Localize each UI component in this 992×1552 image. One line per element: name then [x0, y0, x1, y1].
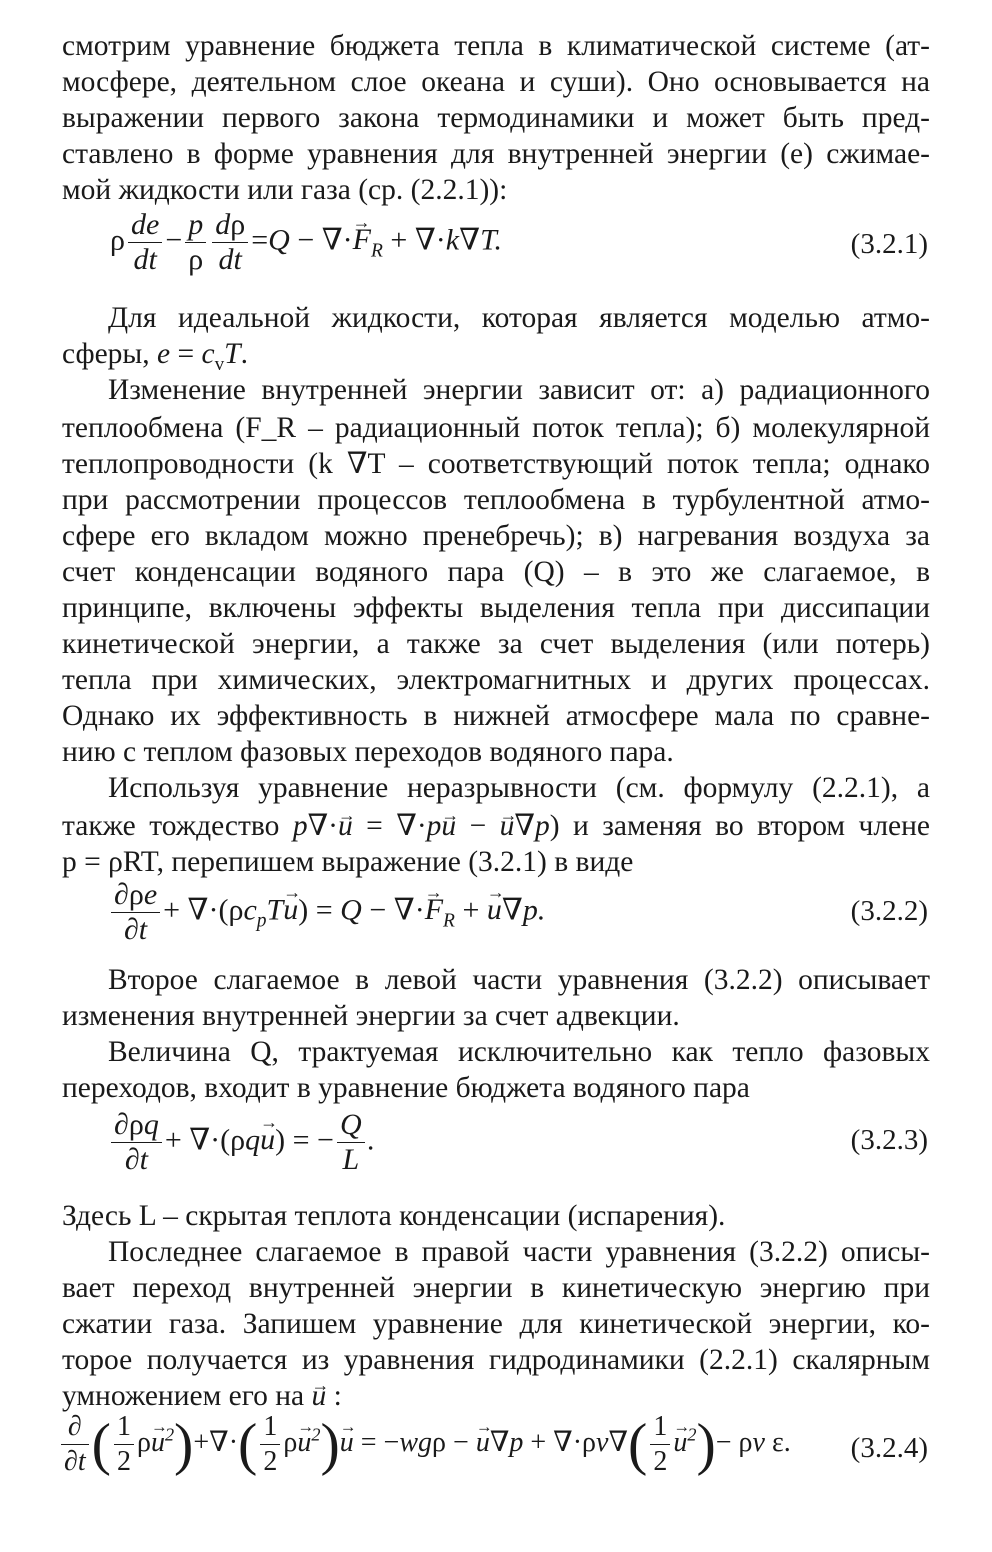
- text-line: торое получается из уравнения гидродинамики (2.2.1) скалярным: [62, 1344, 930, 1376]
- text-line: переходов, входит в уравнение бюджета водяного пара: [62, 1072, 750, 1104]
- equation-3-2-2: $\frac{\partial\rho e}{\partial t}$ + $\nabla\cdot(\rho c_pT\to u) = Q$ − ∇·→ $F_R$ + → u∇p.: [108, 878, 545, 947]
- text-line: вает переход внутренней энергии в кинетическую энергию при: [62, 1272, 930, 1304]
- text-line: Для идеальной жидкости, которая является моделью атмо-: [108, 302, 930, 334]
- text-fragment: и заменяя во втором члене: [573, 810, 931, 842]
- text-line: мосфере, деятельном слое океана и суши). Оно основывается на: [62, 66, 930, 98]
- text-fragment: также тождество: [62, 810, 280, 842]
- text-line: изменения внутренней энергии за счет адвекции.: [62, 1000, 680, 1032]
- text-line: Изменение внутренней энергии зависит от: а) радиационного: [108, 374, 930, 406]
- text-line: мой жидкости или газа (ср. (2.2.1)):: [62, 174, 508, 206]
- text-line: Второе слагаемое в левой части уравнения (3.2.2) описывает: [108, 964, 930, 996]
- text-line: Используя уравнение неразрывности (см. формулу (2.2.1), а: [108, 772, 930, 804]
- text-line: счет конденсации водяного пара (Q) – в это же слагаемое, в: [62, 556, 930, 588]
- text-line: Однако их эффективность в нижней атмосфере мала по сравне-: [62, 700, 930, 732]
- text-line: теплообмена (F_R – радиационный поток тепла); б) молекулярной: [62, 412, 930, 444]
- text-line: смотрим уравнение бюджета тепла в климатической системе (ат-: [62, 30, 930, 62]
- text-line: ставлено в форме уравнения для внутренней энергии (e) сжимае-: [62, 138, 930, 170]
- equation-3-2-4: $\frac{\partial}{\partial t}$ ( $\frac{1}{2}$ $\rho\to u^2)+\nabla\cdot$( $\frac{1}{2}$ $\rho\to u^2)\to u = -wg\rho$ − → u∇p + ∇·ρν∇( $\frac{1}{2}$ → $u^2)- \rho\nu$ ε.: [58, 1410, 791, 1479]
- text-line: выражении первого закона термодинамики и может быть пред-: [62, 102, 930, 134]
- text-line: принципе, включены эффекты выделения тепла при диссипации: [62, 592, 930, 624]
- equation-number: (3.2.3): [850, 1124, 928, 1156]
- text-line: тепла при химических, электромагнитных и других процессах.: [62, 664, 930, 696]
- text-line: нию с теплом фазовых переходов водяного пара.: [62, 736, 674, 768]
- text-line: Здесь L – скрытая теплота конденсации (испарения).: [62, 1200, 726, 1232]
- text-fragment: сферы,: [62, 338, 150, 370]
- equation-number: (3.2.1): [850, 228, 928, 260]
- text-line: теплопроводности (k ∇T – соответствующий поток тепла; однако: [62, 448, 930, 480]
- text-line: сфере его вкладом можно пренебречь); в) нагревания воздуха за: [62, 520, 930, 552]
- text-line: p = ρRT, перепишем выражение (3.2.1) в виде: [62, 846, 634, 878]
- text-line: также тождество p∇·→ u = ∇·p→ u − → u∇p) и заменяя во втором члене: [62, 808, 930, 844]
- text-line: сферы, $e = c_vT$.: [62, 338, 248, 375]
- text-line: умножением его на → u :: [62, 1378, 930, 1414]
- equation-number: (3.2.2): [850, 895, 928, 927]
- equation-number: (3.2.4): [850, 1432, 928, 1464]
- text-line: Величина Q, трактуемая исключительно как тепло фазовых: [108, 1036, 930, 1068]
- text-line: кинетической энергии, а также за счет выделения (или потерь): [62, 628, 930, 660]
- text-fragment: умножением его на: [62, 1380, 305, 1412]
- text-line: Последнее слагаемое в правой части уравнения (3.2.2) описы-: [108, 1236, 930, 1268]
- text-line: сжатии газа. Запишем уравнение для кинетической энергии, ко-: [62, 1308, 930, 1340]
- text-line: при рассмотрении процессов теплообмена в турбулентной атмо-: [62, 484, 930, 516]
- equation-3-2-1: ρ $\frac{de}{dt}$ − $\frac{p}{\rho}$ $\frac{d\rho}{dt}$ =Q − ∇·→ $F_R + \nabla\cdot k\nabla T$.: [110, 208, 502, 277]
- equation-3-2-3: $\frac{\partial\rho q}{\partial t}$ + ∇·(ρq→ u) = − $\frac{Q}{L}$ .: [108, 1108, 375, 1177]
